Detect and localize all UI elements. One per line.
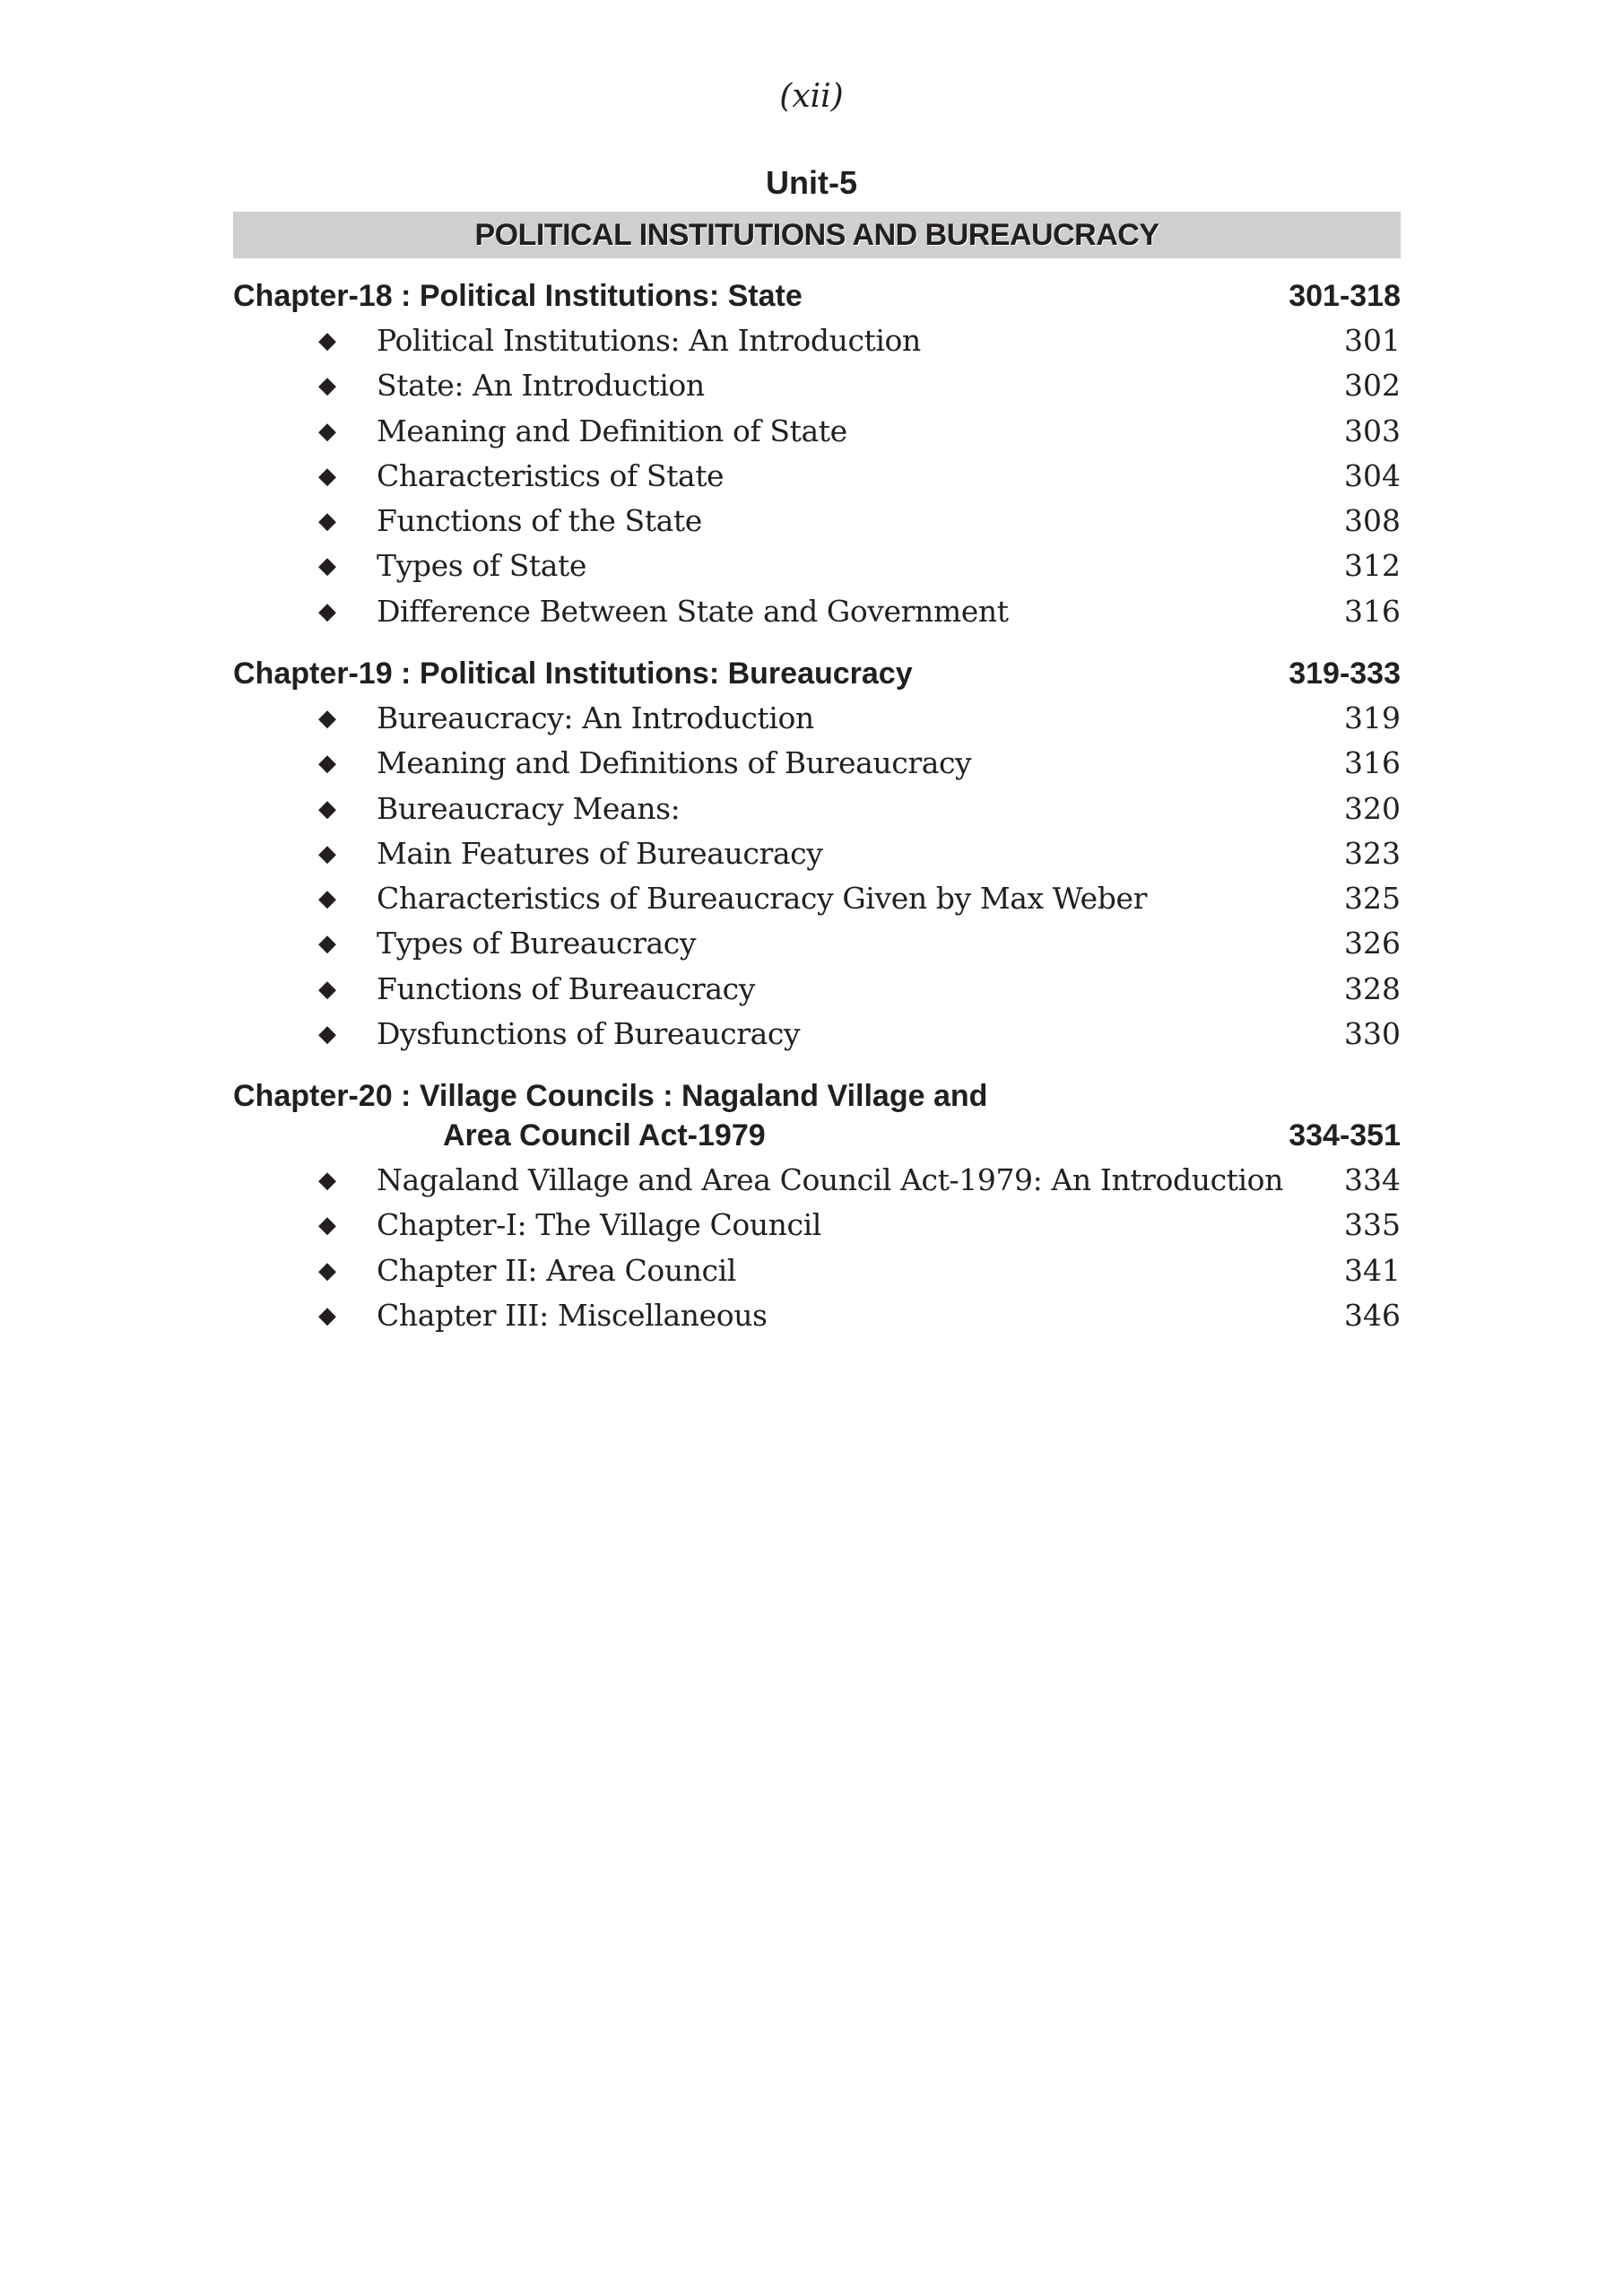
- toc-entry-page: 312: [1344, 548, 1401, 584]
- toc-entry-label: Chapter-I: The Village Council: [377, 1207, 821, 1243]
- chapter-page-range: 334-351: [1289, 1118, 1401, 1152]
- toc-entry-label: Functions of the State: [377, 503, 702, 539]
- toc-entry-page: 302: [1344, 368, 1401, 404]
- toc-entry: [233, 1203, 1401, 1248]
- chapter-title-continued: Area Council Act-1979: [443, 1118, 766, 1152]
- page-number: (xii): [779, 78, 844, 115]
- diamond-bullet-icon: ◆: [318, 462, 336, 490]
- diamond-bullet-icon: ◆: [318, 750, 336, 778]
- toc-entry: [233, 967, 1401, 1012]
- toc-entry-label: Bureaucracy Means:: [377, 790, 681, 826]
- chapter-19-section: [233, 651, 1401, 1057]
- diamond-bullet-icon: ◆: [318, 839, 336, 867]
- toc-entry-label: Bureaucracy: An Introduction: [377, 700, 814, 735]
- toc-entry-label: Functions of Bureaucracy: [377, 970, 756, 1006]
- chapter-20-section: [233, 1074, 1401, 1338]
- toc-entry-page: 326: [1344, 926, 1401, 961]
- diamond-bullet-icon: ◆: [318, 552, 336, 580]
- toc-entry: [233, 544, 1401, 588]
- toc-entry: [233, 1012, 1401, 1057]
- diamond-bullet-icon: ◆: [318, 795, 336, 822]
- toc-entry-label: Types of Bureaucracy: [377, 926, 697, 961]
- toc-entry-page: 301: [1344, 323, 1401, 358]
- toc-entry-label: State: An Introduction: [377, 368, 705, 404]
- toc-entry: [233, 363, 1401, 408]
- diamond-bullet-icon: ◆: [318, 975, 336, 1003]
- toc-entry-label: Dysfunctions of Bureaucracy: [377, 1016, 801, 1052]
- chapter-title: Chapter-20 : Village Councils : Nagaland Village and: [233, 1079, 988, 1113]
- chapter-heading: [233, 651, 1401, 696]
- toc-entry-label: Main Features of Bureaucracy: [377, 835, 823, 871]
- toc-entry-page: 334: [1344, 1162, 1401, 1197]
- toc-entry-page: 323: [1344, 835, 1401, 871]
- chapter-heading: [233, 274, 1401, 318]
- toc-entry: [233, 876, 1401, 921]
- toc-entry-page: 330: [1344, 1016, 1401, 1052]
- toc-entry-label: Characteristics of Bureaucracy Given by Max Weber: [377, 881, 1147, 917]
- unit-title: Unit-5: [766, 164, 857, 201]
- toc-entry: [233, 787, 1401, 831]
- toc-entry-page: 335: [1344, 1207, 1401, 1243]
- diamond-bullet-icon: ◆: [318, 1021, 336, 1048]
- toc-entry-label: Nagaland Village and Area Council Act-1979: An Introduction: [377, 1162, 1284, 1197]
- diamond-bullet-icon: ◆: [318, 372, 336, 400]
- toc-entry-label: Chapter II: Area Council: [377, 1252, 736, 1288]
- toc-entry-page: 325: [1344, 881, 1401, 917]
- toc-entry: [233, 921, 1401, 966]
- chapter-heading: [233, 1074, 1401, 1158]
- toc-entry: [233, 1293, 1401, 1338]
- chapter-page-range: 301-318: [1289, 279, 1401, 313]
- chapter-18-section: [233, 274, 1401, 634]
- diamond-bullet-icon: ◆: [318, 705, 336, 732]
- toc-entry: [233, 696, 1401, 741]
- chapter-title: Chapter-19 : Political Institutions: Bureaucracy: [233, 657, 913, 691]
- toc-entry: [233, 741, 1401, 786]
- toc-entry: [233, 499, 1401, 544]
- toc-entry-page: 341: [1344, 1252, 1401, 1288]
- toc-entry: [233, 1158, 1401, 1203]
- diamond-bullet-icon: ◆: [318, 1257, 336, 1284]
- diamond-bullet-icon: ◆: [318, 1301, 336, 1329]
- unit-banner: [233, 212, 1401, 258]
- toc-entry: [233, 589, 1401, 634]
- diamond-bullet-icon: ◆: [318, 1212, 336, 1239]
- toc-entry-label: Types of State: [377, 548, 587, 584]
- toc-entry: [233, 318, 1401, 363]
- diamond-bullet-icon: ◆: [318, 597, 336, 625]
- toc-entry-page: 320: [1344, 790, 1401, 826]
- toc-entry-page: 328: [1344, 970, 1401, 1006]
- toc-entry-label: Political Institutions: An Introduction: [377, 323, 921, 358]
- toc-entry: [233, 1248, 1401, 1293]
- toc-entry: [233, 409, 1401, 454]
- toc-entry-page: 304: [1344, 457, 1401, 493]
- chapter-title: Chapter-18 : Political Institutions: State: [233, 279, 803, 313]
- chapter-page-range: 319-333: [1289, 657, 1401, 691]
- toc-entry-page: 316: [1344, 745, 1401, 781]
- toc-entry: [233, 454, 1401, 499]
- diamond-bullet-icon: ◆: [318, 885, 336, 913]
- toc-entry-label: Meaning and Definition of State: [377, 413, 847, 448]
- unit-banner-text: POLITICAL INSTITUTIONS AND BUREAUCRACY: [474, 217, 1159, 252]
- toc-entry-page: 346: [1344, 1297, 1401, 1333]
- toc-entry: [233, 831, 1401, 876]
- diamond-bullet-icon: ◆: [318, 417, 336, 445]
- toc-entry-page: 303: [1344, 413, 1401, 448]
- toc-entry-page: 316: [1344, 593, 1401, 629]
- diamond-bullet-icon: ◆: [318, 508, 336, 535]
- toc-entry-page: 308: [1344, 503, 1401, 539]
- toc-entry-label: Meaning and Definitions of Bureaucracy: [377, 745, 972, 781]
- toc-entry-page: 319: [1344, 700, 1401, 735]
- toc-entry-label: Difference Between State and Government: [377, 593, 1009, 629]
- diamond-bullet-icon: ◆: [318, 327, 336, 354]
- diamond-bullet-icon: ◆: [318, 1167, 336, 1194]
- diamond-bullet-icon: ◆: [318, 930, 336, 958]
- toc-entry-label: Characteristics of State: [377, 457, 725, 493]
- toc-entry-label: Chapter III: Miscellaneous: [377, 1297, 768, 1333]
